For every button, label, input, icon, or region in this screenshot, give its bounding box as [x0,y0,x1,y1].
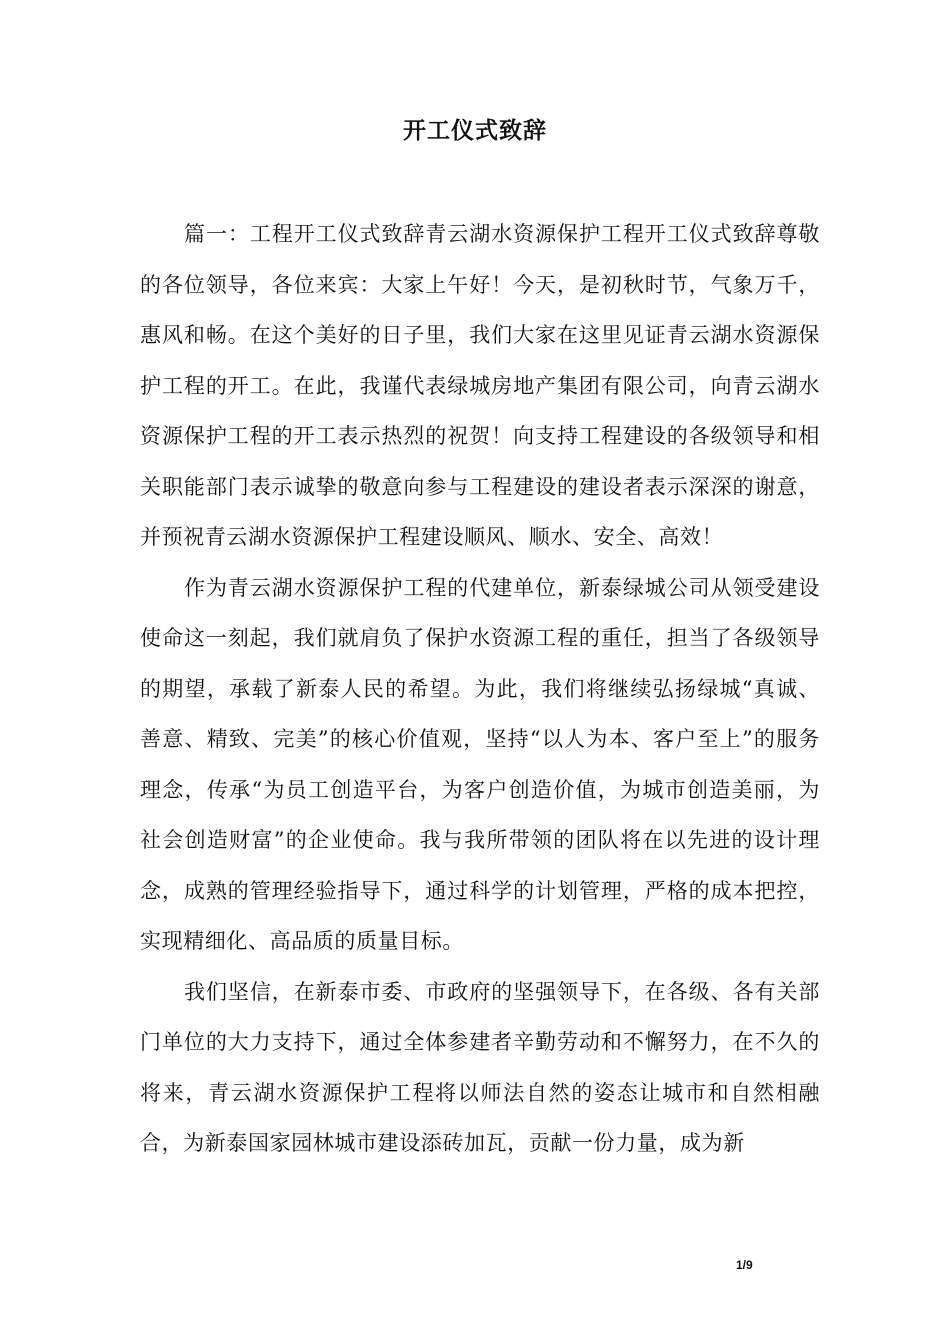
paragraph-1: 篇一：工程开工仪式致辞青云湖水资源保护工程开工仪式致辞尊敬的各位领导，各位来宾：大家上午好！今天，是初秋时节，气象万千，惠风和畅。在这个美好的日子里，我们大家在这里见证青云湖水资源保护工程的开工。在此，我谨代表绿城房地产集团有限公司，向青云湖水资源保护工程的开工表示热烈的祝贺！向支持工程建设的各级领导和相关职能部门表示诚挚的敬意向参与工程建设的建设者表示深深的谢意，并预祝青云湖水资源保护工程建设顺风、顺水、安全、高效！ [140,222,820,549]
document-body [140,209,820,1169]
page-title: 开工仪式致辞 [403,118,547,144]
paragraph-2: 作为青云湖水资源保护工程的代建单位，新泰绿城公司从领受建设使命这一刻起，我们就肩负了保护水资源工程的重任，担当了各级领导的期望，承载了新泰人民的希望。为此，我们将继续弘扬绿城“真诚、善意、精致、完美”的核心价值观，坚持“以人为本、客户至上”的服务理念，传承“为员工创造平台，为客户创造价值，为城市创造美丽，为社会创造财富”的企业使命。我与我所带领的团队将在以先进的设计理念，成熟的管理经验指导下，通过科学的计划管理，严格的成本把控，实现精细化、高品质的质量目标。 [140,575,820,953]
paragraph-3: 我们坚信，在新泰市委、市政府的坚强领导下，在各级、各有关部门单位的大力支持下，通过全体参建者辛勤劳动和不懈努力，在不久的将来，青云湖水资源保护工程将以师法自然的姿态让城市和自然相融合，为新泰国家园林城市建设添砖加瓦，贡献一份力量，成为新 [140,979,820,1155]
page-number: 1/9 [736,1258,753,1272]
